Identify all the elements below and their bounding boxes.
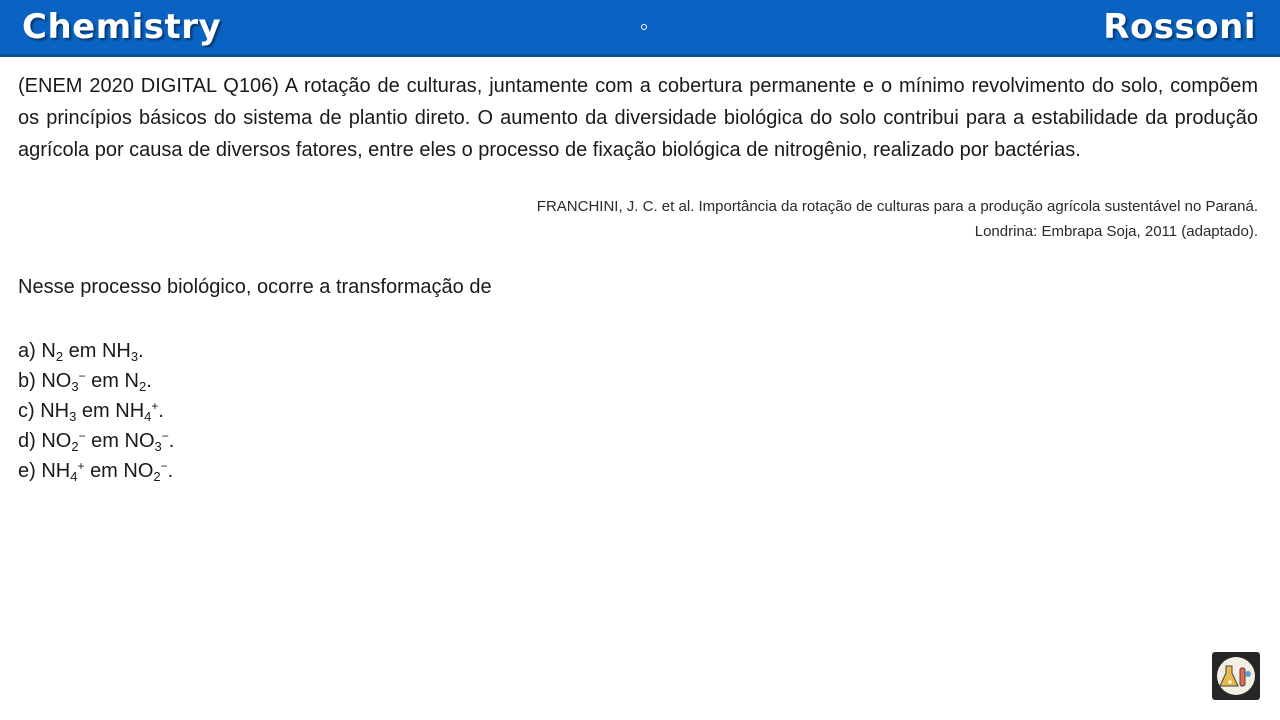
question-text: (ENEM 2020 DIGITAL Q106) A rotação de culturas, juntamente com a cobertura permanente e o mínimo revolvimento do solo, compõem os princípios básicos do sistema de plantio direto. O aumento da diversidade biológica do solo contribui para a estabilidade da produção agrícola por causa de diversos fatores, entre eles o processo de fixação biológica de nitrogênio, realizado por bactérias. [18,75,1258,161]
formula-from: $NH_3$ [40,400,77,424]
option-c[interactable]: c) $NH_3$ em $NH_4^+$. [18,399,164,424]
formula-to: $N_2$ [124,370,147,394]
formula-to: $NH_3$ [101,340,139,364]
question-prompt: Nesse processo biológico, ocorre a transformação de [18,276,492,298]
formula-from: $N_2$ [41,340,64,364]
option-connector: em [91,370,119,392]
formula-to: $NO_2^-$ [123,459,168,484]
formula-to: $NO_3^-$ [124,429,169,454]
option-connector: em [68,340,97,362]
option-connector: em [90,460,118,482]
center-dot-icon [641,24,647,30]
channel-logo-icon [1212,652,1260,700]
formula-from: $NO_3^-$ [41,369,86,394]
formula-from: $NH_4^+$ [41,459,85,484]
option-d[interactable]: d) $NO_2^-$ em $NO_3^-$. [18,429,175,454]
option-letter: c) [18,400,35,422]
source-line-2: Londrina: Embrapa Soja, 2011 (adaptado). [974,223,1258,240]
option-letter: e) [18,460,36,482]
subject-title: Chemistry [22,7,222,47]
option-letter: d) [18,430,36,452]
header-bar [0,0,1280,57]
option-letter: b) [18,370,36,392]
answer-options [18,336,174,486]
option-connector: em [81,400,110,422]
option-a[interactable]: a) $N_2$ em $NH_3$. [18,340,144,364]
option-letter: a) [18,340,36,362]
source-line-1: FRANCHINI, J. C. et al. Importância da rotação de culturas para a produção agrícola sustentável no Paraná. [536,198,1258,215]
formula-to: $NH_4^+$ [115,399,159,424]
source-citation [358,194,1258,244]
option-connector: em [91,430,119,452]
option-e[interactable]: e) $NH_4^+$ em $NO_2^-$. [18,459,174,484]
formula-from: $NO_2^-$ [41,429,86,454]
teacher-name: Rossoni [1103,7,1256,47]
chemistry-flask-icon [1212,652,1260,700]
option-b[interactable]: b) $NO_3^-$ em $N_2$. [18,369,152,394]
